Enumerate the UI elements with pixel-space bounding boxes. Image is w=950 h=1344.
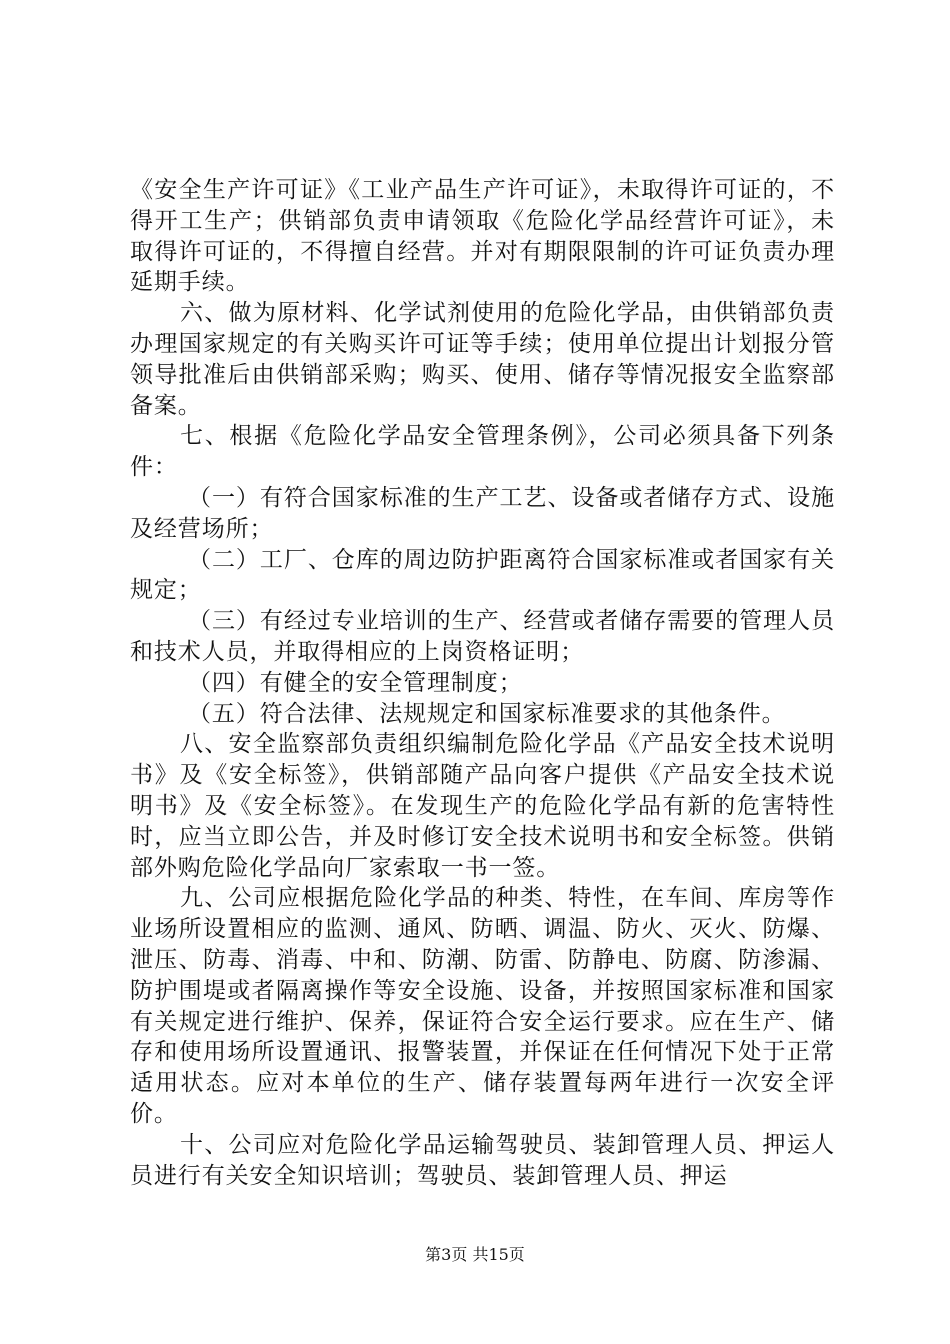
- paragraph-subitem-5: （五）符合法律、法规规定和国家标准要求的其他条件。: [188, 700, 786, 727]
- paragraph-subitem-4: （四）有健全的安全管理制度；: [188, 669, 523, 696]
- page-footer: [0, 1242, 950, 1265]
- page-number-label: 第3页 共15页: [425, 1245, 525, 1264]
- paragraph-subitem-3: （三）有经过专业培训的生产、经营或者储存需要的管理人员和技术人员，并取得相应的上岗资格证明；: [130, 608, 835, 665]
- paragraph-subitem-1: （一）有符合国家标准的生产工艺、设备或者储存方式、设施及经营场所；: [130, 484, 835, 542]
- paragraph-subitem-2: （二）工厂、仓库的周边防护距离符合国家标准或者国家有关规定；: [130, 546, 835, 604]
- paragraph-item-8: 八、安全监察部负责组织编制危险化学品《产品安全技术说明书》及《安全标签》，供销部随产品向客户提供《产品安全技术说明书》及《安全标签》。在发现生产的危险化学品有新的危害特性时，应当立即公告，并及时修订安全技术说明书和安全标签。供销部外购危险化学品向厂家索取一书一签。: [130, 731, 835, 881]
- paragraph-continuation: 《安全生产许可证》《工业产品生产许可证》，未取得许可证的，不得开工生产；供销部负责申请领取《危险化学品经营许可证》，未取得许可证的，不得擅自经营。并对有期限限制的许可证负责办理延期手续。: [130, 177, 835, 296]
- paragraph-item-7: 七、根据《危险化学品安全管理条例》，公司必须具备下列条件：: [130, 423, 835, 481]
- paragraph-item-9: 九、公司应根据危险化学品的种类、特性，在车间、库房等作业场所设置相应的监测、通风、防晒、调温、防火、灭火、防爆、泄压、防毒、消毒、中和、防潮、防雷、防静电、防腐、防渗漏、防护围堤或者隔离操作等安全设施、设备，并按照国家标准和国家有关规定进行维护、保养，保证符合安全运行要求。应在生产、储存和使用场所设置通讯、报警装置，并保证在任何情况下处于正常适用状态。应对本单位的生产、储存装置每两年进行一次安全评价。: [130, 885, 835, 1127]
- paragraph-item-10: 十、公司应对危险化学品运输驾驶员、装卸管理人员、押运人员进行有关安全知识培训；驾驶员、装卸管理人员、押运: [130, 1131, 835, 1189]
- document-body: [130, 175, 835, 1191]
- paragraph-item-6: 六、做为原材料、化学试剂使用的危险化学品，由供销部负责办理国家规定的有关购买许可证等手续；使用单位提出计划报分管领导批准后由供销部采购；购买、使用、储存等情况报安全监察部备案。: [130, 300, 835, 419]
